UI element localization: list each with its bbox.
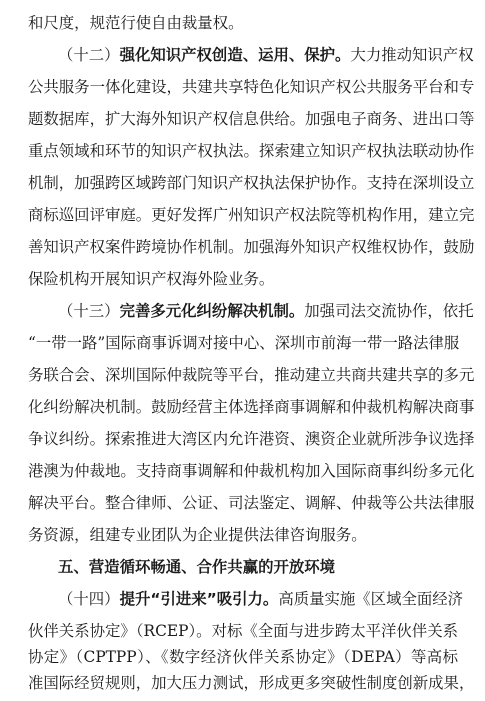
line-text: 务联合会、深圳国际仲裁院等平台，推动建立共商共建共享的多元: [28, 366, 475, 384]
line-text: 保险机构开展知识产权海外险业务。: [28, 270, 275, 288]
text-line-3: [28, 78, 475, 96]
line-text: 和尺度，规范行使自由裁量权。: [28, 14, 244, 32]
text-line-21: [28, 648, 458, 666]
text-line-17: [28, 526, 458, 544]
line-text: 题数据库，扩大海外知识产权信息供给。加强电子商务、进出口等: [28, 110, 475, 128]
text-line-4: [28, 110, 475, 128]
text-line-22: [28, 674, 475, 692]
line-text: “一带一路”国际商事诉调对接中心、深圳市前海一带一路法律服: [28, 334, 460, 352]
line-text: 加强司法交流协作，依托: [304, 302, 474, 320]
text-line-2: [58, 46, 474, 64]
item-title: 强化知识产权创造、运用、保护。: [119, 46, 351, 64]
text-line-5: [28, 142, 475, 160]
text-line-7: [28, 206, 475, 224]
line-text: 大力推动知识产权: [350, 46, 474, 64]
section-heading: [58, 558, 458, 576]
line-text: 准国际经贸规则，加大压力测试，形成更多突破性制度创新成果，: [28, 674, 475, 692]
line-text: 商标巡回评审庭。更好发挥广州知识产权法院等机构作用，建立完: [28, 206, 475, 224]
item-number: （十三）: [58, 302, 120, 320]
text-line-19: [58, 590, 464, 608]
line-text: 解决平台。整合律师、公证、司法鉴定、调解、仲裁等公共法律服: [28, 494, 475, 512]
line-text: 善知识产权案件跨境协作机制。加强海外知识产权维权协作，鼓励: [28, 238, 475, 256]
text-line-8: [28, 238, 475, 256]
line-text: 重点领域和环节的知识产权执法。探索建立知识产权执法联动协作: [28, 142, 475, 160]
item-number: （十二）: [58, 46, 120, 64]
text-line-9: [28, 270, 458, 288]
line-text: 伙伴关系协定》（RCEP）。对标《全面与进步跨太平洋伙伴关系: [28, 622, 458, 640]
line-text: 协定》（CPTPP）、《数字经济伙伴关系协定》（DEPA）等高标: [28, 648, 458, 666]
item-number: （十四）: [58, 590, 120, 608]
text-line-6: [28, 174, 475, 192]
line-text: 港澳为仲裁地。支持商事调解和仲裁机构加入国际商事纠纷多元化: [28, 462, 475, 480]
item-title: 提升“引进来”吸引力。: [119, 590, 279, 608]
text-line-14: [28, 430, 475, 448]
text-line-12: [28, 366, 475, 384]
item-title: 完善多元化纠纷解决机制。: [119, 302, 305, 320]
text-line-20: [28, 622, 458, 640]
line-text: 机制，加强跨区域跨部门知识产权执法保护协作。支持在深圳设立: [28, 174, 475, 192]
line-text: 高质量实施《区域全面经济: [278, 590, 464, 608]
text-line-11: [28, 334, 458, 352]
text-line-15: [28, 462, 475, 480]
line-text: 化纠纷解决机制。鼓励经营主体选择商事调解和仲裁机构解决商事: [28, 398, 475, 416]
text-line-13: [28, 398, 475, 416]
section-heading-text: 五、营造循环畅通、合作共赢的开放环境: [58, 558, 336, 576]
text-line-1: [28, 14, 458, 32]
line-text: 公共服务一体化建设，共建共享特色化知识产权公共服务平台和专: [28, 78, 475, 96]
text-line-16: [28, 494, 475, 512]
line-text: 争议纠纷。探索推进大湾区内允许港资、澳资企业就所涉争议选择: [28, 430, 475, 448]
line-text: 务资源，组建专业团队为企业提供法律咨询服务。: [28, 526, 367, 544]
text-line-10: [58, 302, 474, 320]
